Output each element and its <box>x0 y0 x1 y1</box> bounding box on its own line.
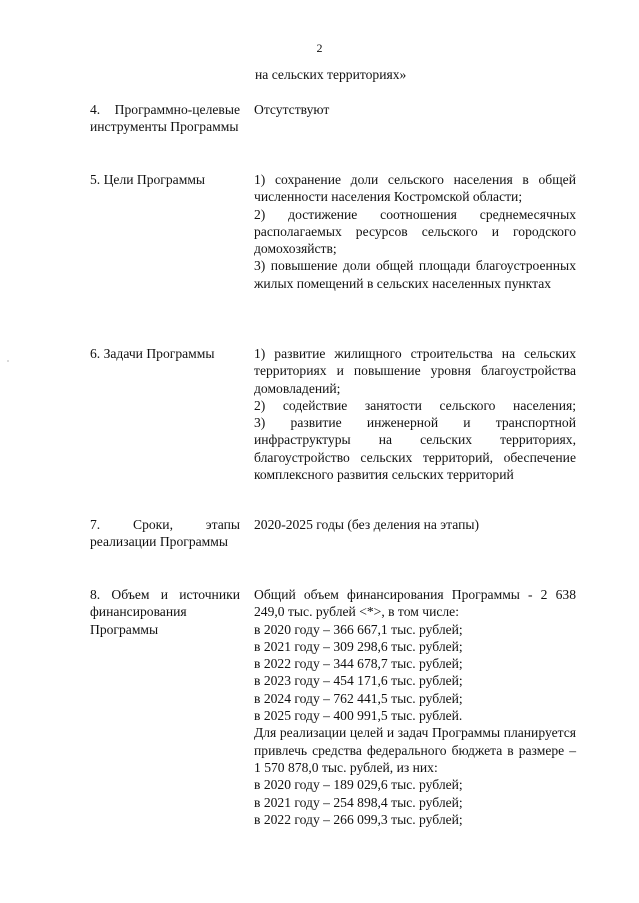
row-label-funding: 8. Объем и источники финансирования Программы <box>90 587 240 637</box>
funding-year-line: в 2022 году – 344 678,7 тыс. рублей; <box>254 656 463 672</box>
task-item-3: 3) развитие инженерной и транспортной инфраструктуры на сельских территориях, благоустройство сельских территорий, обеспечение комплексного развития сельских территорий <box>254 415 576 483</box>
row-value-goals <box>254 171 576 292</box>
row-label-tools: 4. Программно-целевые инструменты Программы <box>90 102 240 135</box>
row-value-line: Отсутствуют <box>254 102 330 117</box>
row-value-tasks <box>254 345 576 483</box>
header-continuation: на сельских территориях» <box>255 67 407 82</box>
goal-item-2: 2) достижение соотношения среднемесячных располагаемых ресурсов сельского и городского домохозяйств; <box>254 206 576 257</box>
row-value-tools <box>254 101 576 118</box>
row-value-funding <box>254 586 576 828</box>
row-label-tasks: 6. Задачи Программы <box>90 346 215 361</box>
task-item-2: 2) содействие занятости сельского населения; <box>254 397 576 413</box>
goal-item-1: 1) сохранение доли сельского населения в общей численности населения Костромской области; <box>254 172 576 205</box>
funding-year-line: в 2024 году – 762 441,5 тыс. рублей; <box>254 690 463 706</box>
funding-year-line: в 2020 году – 366 667,1 тыс. рублей; <box>254 621 463 637</box>
row-value-line: 2020-2025 годы (без деления на этапы) <box>254 517 480 532</box>
funding-year-line: в 2025 году – 400 991,5 тыс. рублей. <box>254 708 463 724</box>
funding-total: Общий объем финансирования Программы - 2 638 249,0 тыс. рублей <*>, в том числе: <box>254 587 576 620</box>
funding-year-line: в 2021 году – 309 298,6 тыс. рублей; <box>254 638 463 654</box>
row-label-goals: 5. Цели Программы <box>90 172 206 187</box>
page-number: 2 <box>316 41 323 55</box>
federal-year-line: в 2021 году – 254 898,4 тыс. рублей; <box>254 794 463 810</box>
scan-speck <box>7 360 9 362</box>
federal-year-line: в 2022 году – 266 099,3 тыс. рублей; <box>254 811 463 827</box>
funding-year-line: в 2023 году – 454 171,6 тыс. рублей; <box>254 673 463 689</box>
task-item-1: 1) развитие жилищного строительства на сельских территориях и повышение уровня благоустройства домовладений; <box>254 346 576 396</box>
row-label-terms: 7. Сроки, этапы реализации Программы <box>90 517 240 550</box>
goal-item-3: 3) повышение доли общей площади благоустроенных жилых помещений в сельских населенных пунктах <box>254 258 576 291</box>
row-value-terms <box>254 516 576 533</box>
federal-budget-text: Для реализации целей и задач Программы планируется привлечь средства федерального бюджета в размере – 1 570 878,0 тыс. рублей, из них: <box>254 725 576 775</box>
federal-year-line: в 2020 году – 189 029,6 тыс. рублей; <box>254 777 463 793</box>
